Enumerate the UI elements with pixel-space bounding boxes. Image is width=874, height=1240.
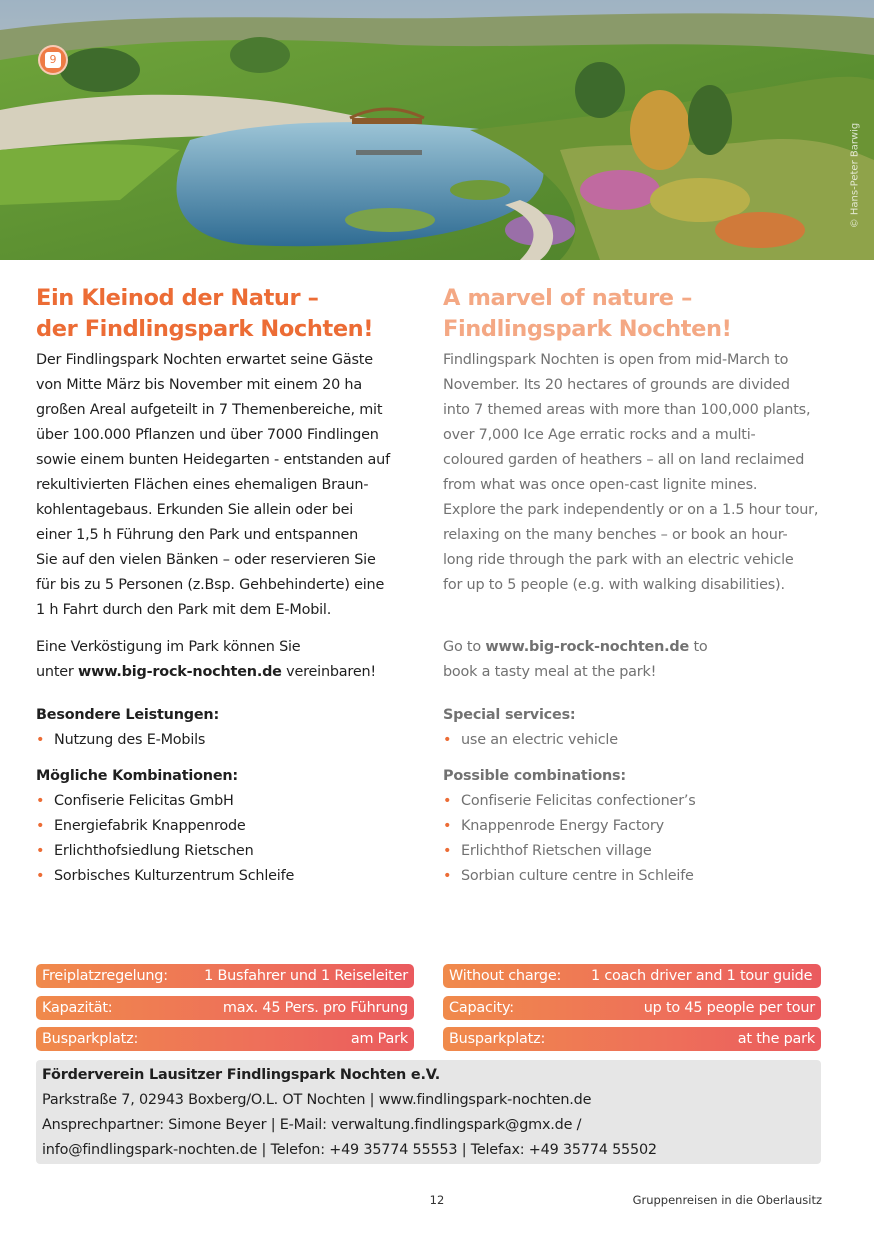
organisation-name: Förderverein Lausitzer Findlingspark Nochten e.V. <box>42 1067 441 1083</box>
list-item: • Knappenrode Energy Factory <box>443 814 696 839</box>
list-item: • Sorbisches Kulturzentrum Schleife <box>36 864 294 889</box>
german-body: Der Findlingspark Nochten erwartet seine Gäste von Mitte März bis November mit einem 20 ha großen Areal aufgeteilt in 7 Themenbereiche, mit über 100.000 Pflanzen und über 7000 Findlingen sowie einem bunten Heidegarten - entstanden auf rekultivierten Flächen eines ehemaligen Braun- kohlentagebaus. Erkunden Sie allein oder bei einer 1,5 h Führung den Park und entspannen Sie auf den vielen Bänken – oder reservieren Sie für bis zu 5 Personen (z.Bsp. Gehbehinderte) eine 1 h Fahrt durch den Park mit dem E-Mobil. <box>36 352 390 618</box>
bus-parking-bar-de: Busparkplatz: am Park <box>36 1027 414 1051</box>
english-combinations <box>443 764 696 889</box>
page-number: 12 <box>429 1193 445 1207</box>
german-services <box>36 703 219 753</box>
publication-title: Gruppenreisen in die Oberlausitz <box>632 1193 822 1207</box>
meal-booking-link[interactable]: www.big-rock-nochten.de <box>485 639 690 655</box>
german-combinations <box>36 764 294 889</box>
list-item: • Sorbian culture centre in Schleife <box>443 864 696 889</box>
german-meal-note: Eine Verköstigung im Park können Sie unter www.big-rock-nochten.de vereinbaren! <box>36 639 376 680</box>
services-heading: Besondere Leistungen: <box>36 707 220 723</box>
contact-box <box>36 1060 821 1164</box>
phone-line: info@findlingspark-nochten.de | Telefon: +49 35774 55553 | Telefax: +49 35774 55502 <box>42 1142 657 1158</box>
contact-person-line: Ansprechpartner: Simone Beyer | E-Mail: verwaltung.findlingspark@gmx.de / <box>42 1117 582 1133</box>
combinations-heading: Possible combinations: <box>443 768 626 784</box>
free-place-bar-de: Freiplatzregelung: 1 Busfahrer und 1 Reiseleiter <box>36 964 414 988</box>
list-item: • Nutzung des E-Mobils <box>36 728 219 753</box>
german-column <box>36 283 431 884</box>
capacity-bar-en: Capacity: up to 45 people per tour <box>443 996 821 1020</box>
park-landscape-image <box>0 0 874 260</box>
list-item: • Confiserie Felicitas confectioner’s <box>443 789 696 814</box>
list-item: • Energiefabrik Knappenrode <box>36 814 294 839</box>
photo-credit: © Hans-Peter Barwig <box>849 122 861 229</box>
german-title: Ein Kleinod der Natur – der Findlingspark Nochten! <box>36 285 374 342</box>
english-meal-note: Go to www.big-rock-nochten.de to book a tasty meal at the park! <box>443 639 708 680</box>
list-item: • Confiserie Felicitas GmbH <box>36 789 294 814</box>
free-place-bar-en: Without charge: 1 coach driver and 1 tour guide <box>443 964 821 988</box>
bus-parking-bar-en: Busparkplatz: at the park <box>443 1027 821 1051</box>
services-heading: Special services: <box>443 707 576 723</box>
english-title: A marvel of nature – Findlingspark Nochten! <box>443 285 732 342</box>
hero-photo <box>0 0 874 260</box>
list-item: • use an electric vehicle <box>443 728 618 753</box>
meal-booking-link[interactable]: www.big-rock-nochten.de <box>78 664 282 680</box>
capacity-bar-de: Kapazität: max. 45 Pers. pro Führung <box>36 996 414 1020</box>
briefcase-icon <box>38 45 68 75</box>
english-body: Findlingspark Nochten is open from mid-March to November. Its 20 hectares of grounds are divided into 7 themed areas with more than 100,000 plants, over 7,000 Ice Age erratic rocks and a multi- coloured garden of heathers – all on land reclaimed from what was once open-cast lignite mines. Explore the park independently or on a 1.5 hour tour, relaxing on the many benches – or book an hour- long ride through the park with an electric vehicle for up to 5 people (e.g. with walking disabilities). <box>443 352 819 593</box>
english-services <box>443 703 618 753</box>
address-line: Parkstraße 7, 02943 Boxberg/O.L. OT Nochten | www.findlingspark-nochten.de <box>42 1092 592 1108</box>
list-item: • Erlichthofsiedlung Rietschen <box>36 839 294 864</box>
list-item: • Erlichthof Rietschen village <box>443 839 696 864</box>
combinations-heading: Mögliche Kombinationen: <box>36 768 238 784</box>
english-column <box>443 283 833 884</box>
badge-number: 9 <box>45 52 61 68</box>
